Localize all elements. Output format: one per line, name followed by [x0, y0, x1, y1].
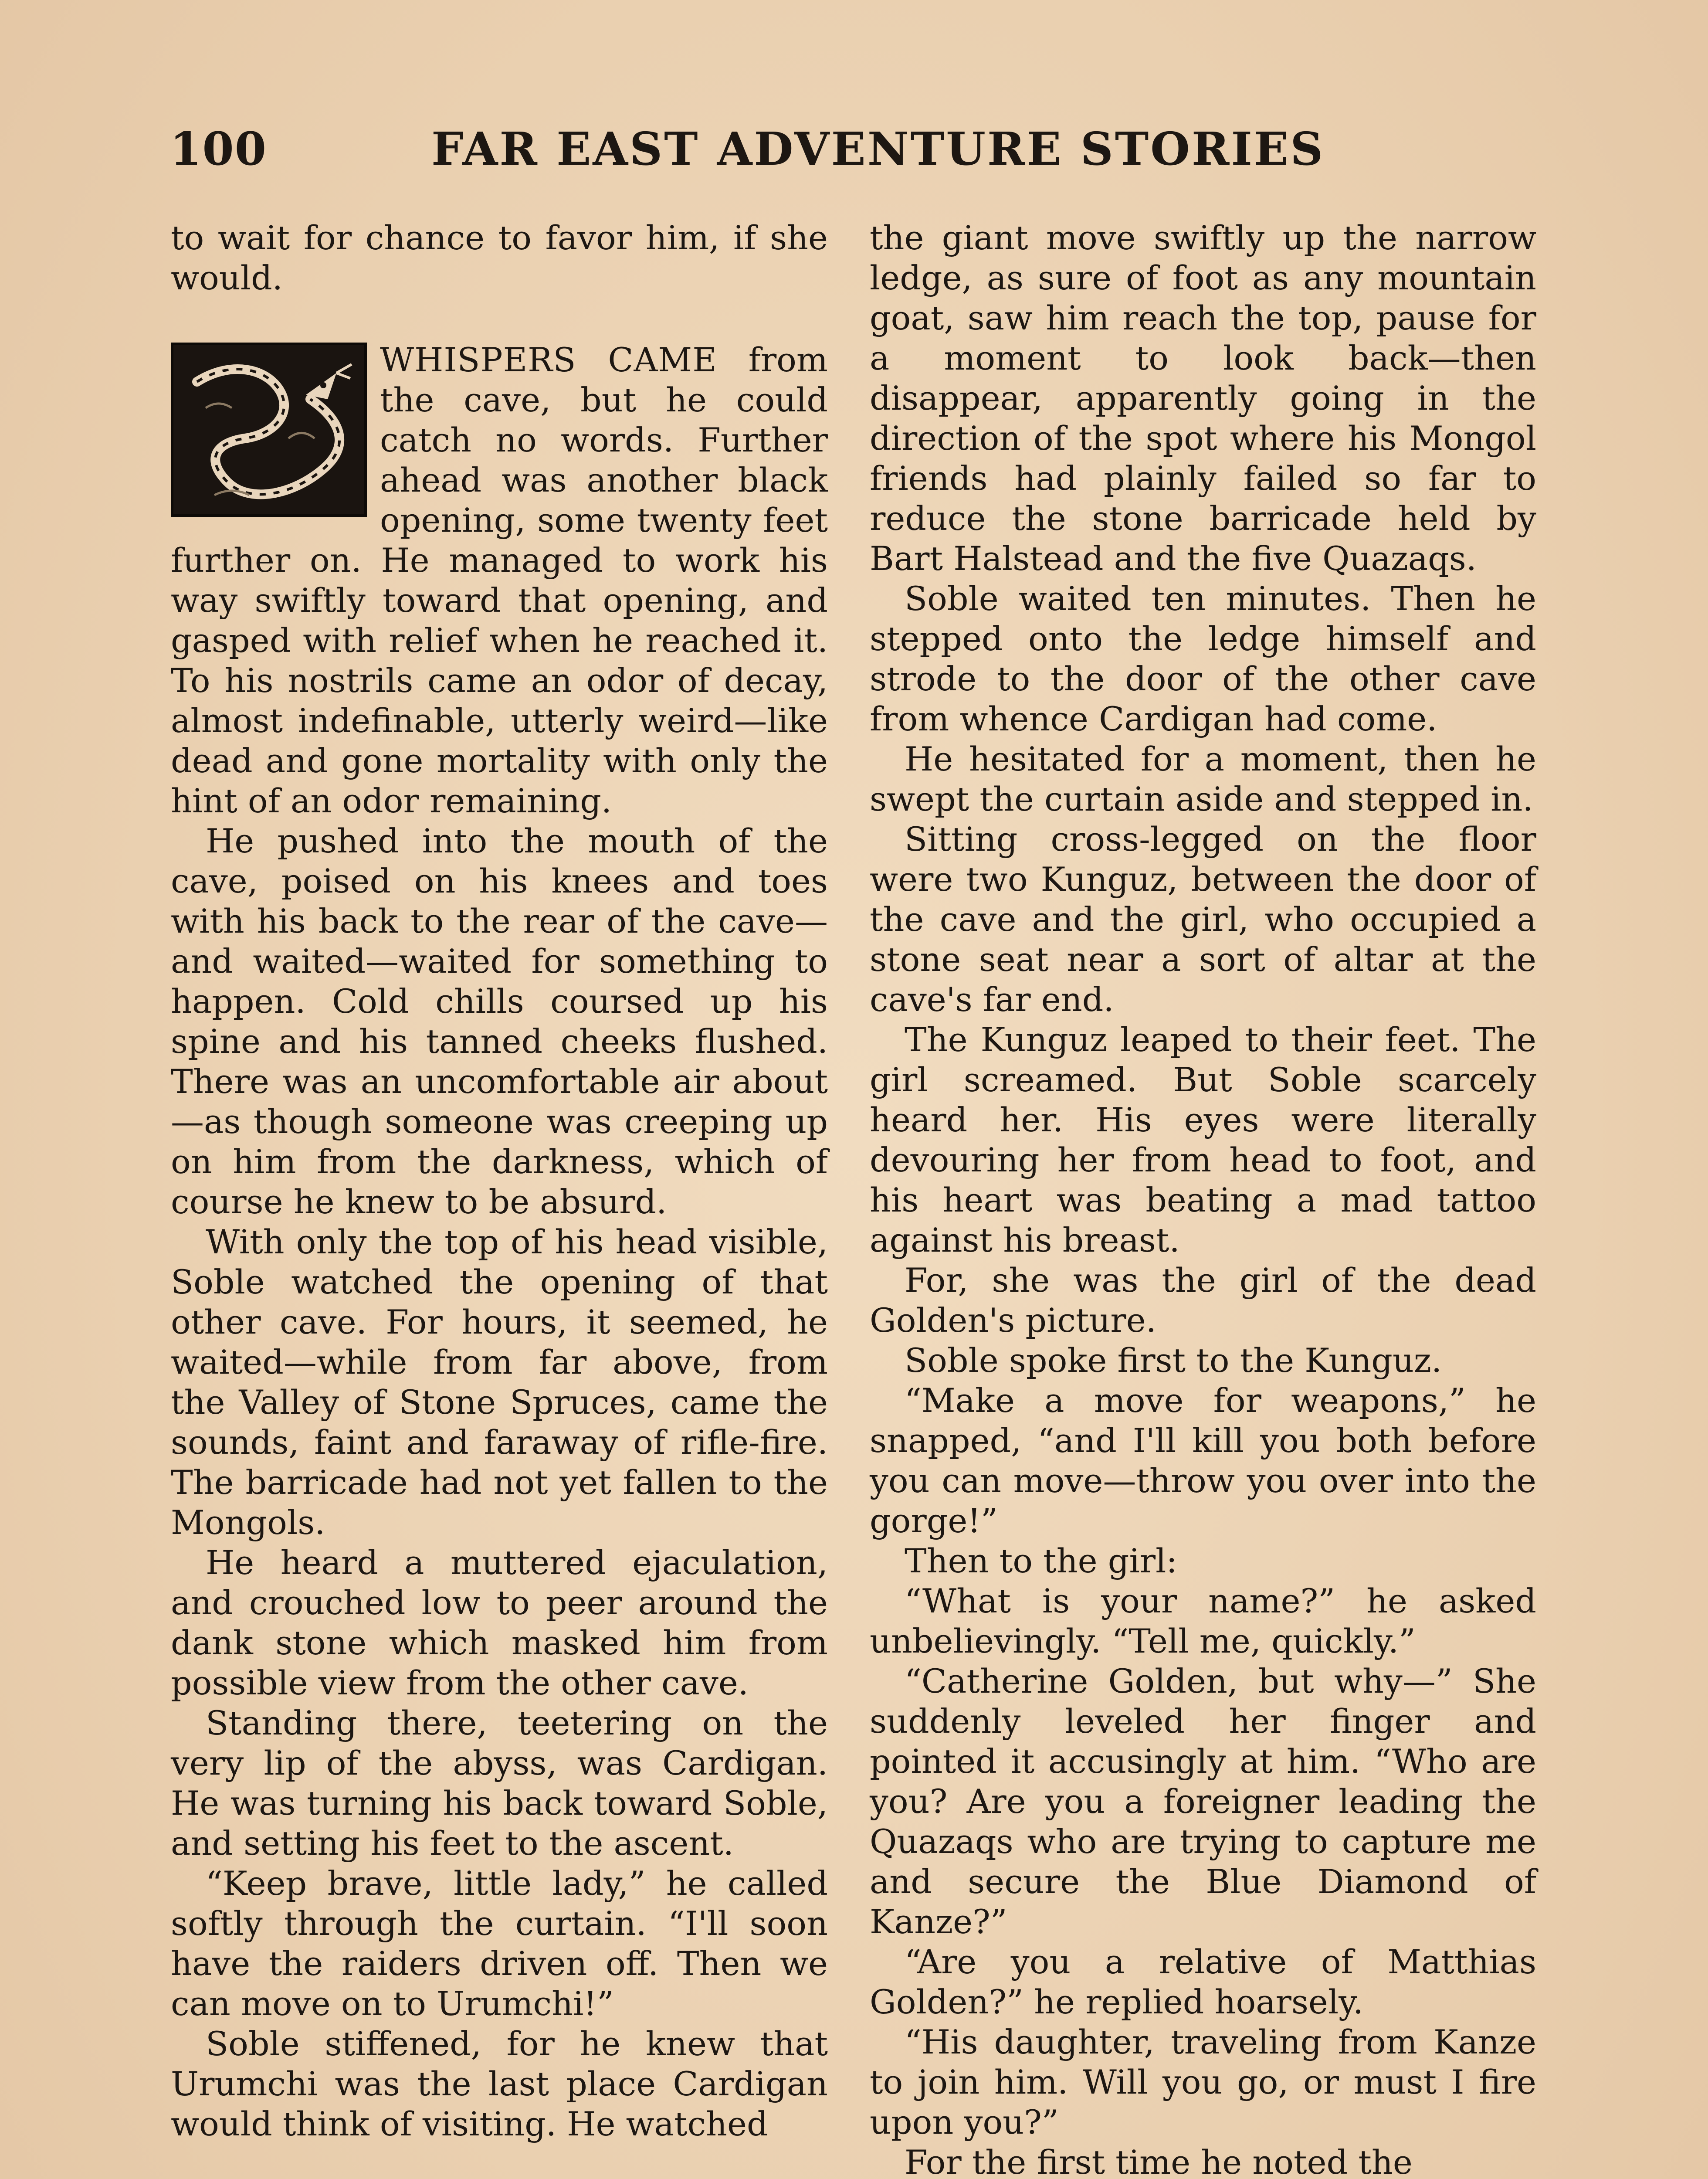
dropcap-paragraph: [171, 340, 828, 821]
right-column: [870, 218, 1536, 2179]
paragraph: The Kunguz leaped to their feet. The girl screamed. But Soble scarcely heard her. His eyes were literally devouring her from head to foot, and his heart was beating a mad tattoo against his breast.: [870, 1020, 1536, 1259]
paragraph: Soble stiffened, for he knew that Urumchi was the last place Cardigan would think of visiting. He watched: [171, 2024, 828, 2143]
paragraph: He hesitated for a moment, then he swept the curtain aside and stepped in.: [870, 740, 1536, 818]
paragraph: Standing there, teetering on the very lip of the abyss, was Cardigan. He was turning his back toward Soble, and setting his feet to the ascent.: [171, 1704, 828, 1863]
paragraph: to wait for chance to favor him, if she would.: [171, 218, 828, 297]
page-header: [170, 122, 1564, 192]
paragraph: “Keep brave, little lady,” he called softly through the curtain. “I'll soon have the raiders driven off. Then we can move on to Urumchi!”: [171, 1864, 828, 2023]
paragraph: With only the top of his head visible, Soble watched the opening of that other cave. For hours, it seemed, he waited—while from far above, from the Valley of Stone Spruces, came the sounds, faint and faraway of rifle-fire. The barricade had not yet fallen to the Mongols.: [171, 1222, 828, 1542]
paragraph-text: from the cave, but he could catch no words. Further ahead was another black opening, some twenty feet further on. He managed to work his way swiftly toward that opening, and gasped with relief when he reached it. To his nostrils came an odor of decay, almost indefinable, utterly weird—like dead and gone mortality with only the hint of an odor remaining.: [171, 340, 828, 820]
paragraph: “Are you a relative of Matthias Golden?” he replied hoarsely.: [870, 1942, 1536, 2021]
magazine-title: FAR EAST ADVENTURE STORIES: [431, 122, 1325, 176]
page-number: 100: [170, 122, 268, 176]
paragraph: Then to the girl:: [905, 1541, 1177, 1580]
paragraph: “His daughter, traveling from Kanze to join him. Will you go, or must I fire upon you?”: [870, 2023, 1536, 2142]
paragraph: For, she was the girl of the dead Golden's picture.: [870, 1261, 1536, 1340]
lead-in-text: WHISPERS CAME: [380, 340, 717, 379]
serpent-dropcap-icon: [171, 343, 367, 517]
paragraph: “Catherine Golden, but why—” She suddenly leveled her finger and pointed it accusingly at him. “Who are you? Are you a foreigner leading the Quazaqs who are trying to capture me and secure the Blue Diamond of Kanze?”: [870, 1662, 1536, 1941]
left-column: [171, 218, 828, 2144]
paragraph: “What is your name?” he asked unbelievingly. “Tell me, quickly.”: [870, 1582, 1536, 1660]
paragraph: the giant move swiftly up the narrow ledge, as sure of foot as any mountain goat, saw him reach the top, pause for a moment to look back—then disappear, apparently going in the direction of the spot where his Mongol friends had plainly failed so far to reduce the stone barricade held by Bart Halstead and the five Quazaqs.: [870, 218, 1536, 578]
paragraph: He pushed into the mouth of the cave, poised on his knees and toes with his back to the rear of the cave—and waited—waited for something to happen. Cold chills coursed up his spine and his tanned cheeks flushed. There was an uncomfortable air about—as though someone was creeping up on him from the darkness, which of course he knew to be absurd.: [171, 821, 828, 1221]
paragraph: “Make a move for weapons,” he snapped, “and I'll kill you both before you can move—throw you over into the gorge!”: [870, 1381, 1536, 1540]
paragraph: Sitting cross-legged on the floor were two Kunguz, between the door of the cave and the girl, who occupied a stone seat near a sort of altar at the cave's far end.: [870, 820, 1536, 1019]
paragraph: Soble waited ten minutes. Then he stepped onto the ledge himself and strode to the door of the other cave from whence Cardigan had come.: [870, 579, 1536, 738]
paragraph: He heard a muttered ejaculation, and crouched low to peer around the dank stone which masked him from possible view from the other cave.: [171, 1543, 828, 1702]
paragraph: For the first time he noted the: [905, 2143, 1413, 2179]
paragraph: Soble spoke first to the Kunguz.: [905, 1341, 1442, 1380]
